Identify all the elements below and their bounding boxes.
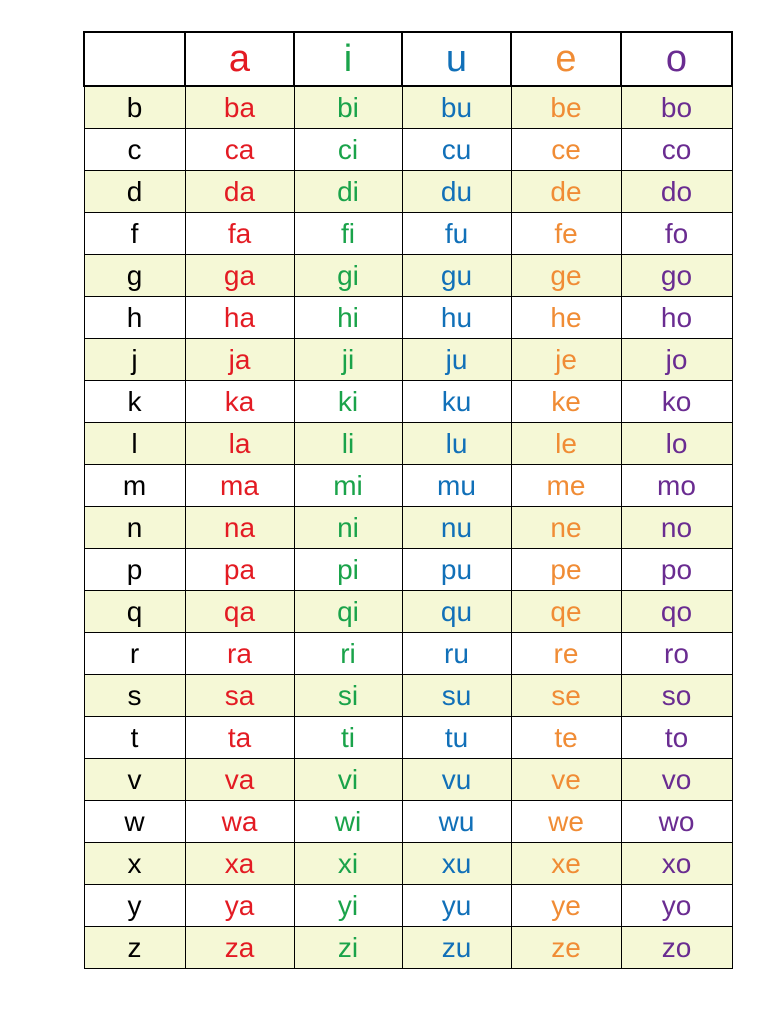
consonant-cell: q bbox=[84, 591, 185, 633]
vowel-header-u: u bbox=[402, 32, 511, 86]
syllable-cell-o: jo bbox=[621, 339, 732, 381]
consonant-cell: p bbox=[84, 549, 185, 591]
syllable-row bbox=[84, 423, 732, 465]
syllable-cell-i: si bbox=[294, 675, 402, 717]
syllable-cell-o: ko bbox=[621, 381, 732, 423]
syllable-cell-a: va bbox=[185, 759, 294, 801]
syllable-cell-o: yo bbox=[621, 885, 732, 927]
table-body bbox=[84, 86, 732, 969]
syllable-cell-a: ha bbox=[185, 297, 294, 339]
syllable-row bbox=[84, 591, 732, 633]
syllable-cell-e: he bbox=[511, 297, 621, 339]
syllable-cell-i: pi bbox=[294, 549, 402, 591]
syllable-cell-i: mi bbox=[294, 465, 402, 507]
syllable-cell-i: ti bbox=[294, 717, 402, 759]
syllable-cell-u: zu bbox=[402, 927, 511, 969]
syllable-row bbox=[84, 339, 732, 381]
syllable-cell-e: me bbox=[511, 465, 621, 507]
syllable-cell-a: ya bbox=[185, 885, 294, 927]
syllable-cell-e: pe bbox=[511, 549, 621, 591]
syllable-row bbox=[84, 675, 732, 717]
syllable-cell-e: we bbox=[511, 801, 621, 843]
syllable-row bbox=[84, 213, 732, 255]
syllable-cell-u: pu bbox=[402, 549, 511, 591]
syllable-cell-i: hi bbox=[294, 297, 402, 339]
syllable-cell-e: be bbox=[511, 86, 621, 129]
syllable-cell-e: ge bbox=[511, 255, 621, 297]
syllable-row bbox=[84, 381, 732, 423]
syllable-cell-o: ho bbox=[621, 297, 732, 339]
syllable-cell-u: wu bbox=[402, 801, 511, 843]
syllable-cell-u: ku bbox=[402, 381, 511, 423]
syllable-cell-a: ja bbox=[185, 339, 294, 381]
consonant-cell: d bbox=[84, 171, 185, 213]
syllable-cell-u: su bbox=[402, 675, 511, 717]
syllable-cell-u: lu bbox=[402, 423, 511, 465]
syllable-row bbox=[84, 507, 732, 549]
syllable-cell-e: ze bbox=[511, 927, 621, 969]
syllable-cell-o: fo bbox=[621, 213, 732, 255]
syllable-cell-u: mu bbox=[402, 465, 511, 507]
syllable-cell-e: ve bbox=[511, 759, 621, 801]
syllable-row bbox=[84, 171, 732, 213]
syllable-cell-o: so bbox=[621, 675, 732, 717]
syllable-cell-o: xo bbox=[621, 843, 732, 885]
syllable-cell-o: do bbox=[621, 171, 732, 213]
consonant-cell: h bbox=[84, 297, 185, 339]
syllable-cell-a: pa bbox=[185, 549, 294, 591]
syllable-cell-a: fa bbox=[185, 213, 294, 255]
syllable-cell-i: gi bbox=[294, 255, 402, 297]
consonant-cell: t bbox=[84, 717, 185, 759]
syllable-cell-i: ci bbox=[294, 129, 402, 171]
syllable-cell-o: co bbox=[621, 129, 732, 171]
syllable-cell-u: cu bbox=[402, 129, 511, 171]
syllable-table bbox=[83, 31, 733, 969]
syllable-cell-a: na bbox=[185, 507, 294, 549]
consonant-cell: m bbox=[84, 465, 185, 507]
syllable-cell-u: xu bbox=[402, 843, 511, 885]
syllable-cell-e: le bbox=[511, 423, 621, 465]
consonant-cell: f bbox=[84, 213, 185, 255]
syllable-row bbox=[84, 801, 732, 843]
vowel-header-i: i bbox=[294, 32, 402, 86]
consonant-cell: l bbox=[84, 423, 185, 465]
corner-cell bbox=[84, 32, 185, 86]
syllable-cell-u: du bbox=[402, 171, 511, 213]
syllable-cell-e: ke bbox=[511, 381, 621, 423]
syllable-row bbox=[84, 465, 732, 507]
syllable-cell-u: ju bbox=[402, 339, 511, 381]
syllable-cell-a: wa bbox=[185, 801, 294, 843]
syllable-row bbox=[84, 759, 732, 801]
syllable-row bbox=[84, 927, 732, 969]
syllable-row bbox=[84, 633, 732, 675]
syllable-cell-a: ba bbox=[185, 86, 294, 129]
syllable-row bbox=[84, 297, 732, 339]
syllable-cell-e: qe bbox=[511, 591, 621, 633]
syllable-cell-i: fi bbox=[294, 213, 402, 255]
consonant-cell: z bbox=[84, 927, 185, 969]
syllable-row bbox=[84, 255, 732, 297]
syllable-cell-u: fu bbox=[402, 213, 511, 255]
syllable-cell-u: ru bbox=[402, 633, 511, 675]
syllable-cell-a: qa bbox=[185, 591, 294, 633]
syllable-cell-e: ce bbox=[511, 129, 621, 171]
syllable-cell-a: ra bbox=[185, 633, 294, 675]
consonant-cell: w bbox=[84, 801, 185, 843]
consonant-cell: c bbox=[84, 129, 185, 171]
syllable-cell-a: ga bbox=[185, 255, 294, 297]
syllable-cell-e: je bbox=[511, 339, 621, 381]
syllable-cell-i: bi bbox=[294, 86, 402, 129]
syllable-cell-o: qo bbox=[621, 591, 732, 633]
syllable-cell-i: ni bbox=[294, 507, 402, 549]
syllable-row bbox=[84, 843, 732, 885]
syllable-cell-i: li bbox=[294, 423, 402, 465]
syllable-cell-a: ka bbox=[185, 381, 294, 423]
syllable-cell-u: yu bbox=[402, 885, 511, 927]
syllable-cell-o: no bbox=[621, 507, 732, 549]
syllable-row bbox=[84, 129, 732, 171]
syllable-cell-i: ri bbox=[294, 633, 402, 675]
syllable-cell-o: po bbox=[621, 549, 732, 591]
syllable-cell-a: xa bbox=[185, 843, 294, 885]
syllable-cell-i: zi bbox=[294, 927, 402, 969]
syllable-cell-a: sa bbox=[185, 675, 294, 717]
syllable-cell-i: wi bbox=[294, 801, 402, 843]
syllable-cell-a: da bbox=[185, 171, 294, 213]
syllable-cell-u: bu bbox=[402, 86, 511, 129]
syllable-cell-u: qu bbox=[402, 591, 511, 633]
vowel-header-a: a bbox=[185, 32, 294, 86]
syllable-cell-o: to bbox=[621, 717, 732, 759]
syllable-cell-o: go bbox=[621, 255, 732, 297]
syllable-cell-a: ta bbox=[185, 717, 294, 759]
syllable-cell-u: tu bbox=[402, 717, 511, 759]
syllable-cell-u: nu bbox=[402, 507, 511, 549]
syllable-cell-o: ro bbox=[621, 633, 732, 675]
syllable-cell-u: vu bbox=[402, 759, 511, 801]
syllable-cell-o: vo bbox=[621, 759, 732, 801]
syllable-row bbox=[84, 549, 732, 591]
syllable-cell-i: qi bbox=[294, 591, 402, 633]
consonant-cell: y bbox=[84, 885, 185, 927]
syllable-cell-u: hu bbox=[402, 297, 511, 339]
consonant-cell: k bbox=[84, 381, 185, 423]
table-header bbox=[84, 32, 732, 86]
syllable-cell-o: lo bbox=[621, 423, 732, 465]
syllable-row bbox=[84, 86, 732, 129]
consonant-cell: b bbox=[84, 86, 185, 129]
syllable-cell-i: di bbox=[294, 171, 402, 213]
syllable-cell-i: ji bbox=[294, 339, 402, 381]
syllable-cell-i: xi bbox=[294, 843, 402, 885]
syllable-cell-a: ma bbox=[185, 465, 294, 507]
syllable-cell-o: bo bbox=[621, 86, 732, 129]
syllable-cell-u: gu bbox=[402, 255, 511, 297]
consonant-cell: n bbox=[84, 507, 185, 549]
syllable-cell-e: ye bbox=[511, 885, 621, 927]
syllable-cell-e: xe bbox=[511, 843, 621, 885]
syllable-cell-a: ca bbox=[185, 129, 294, 171]
syllable-row bbox=[84, 717, 732, 759]
syllable-cell-o: zo bbox=[621, 927, 732, 969]
consonant-cell: x bbox=[84, 843, 185, 885]
syllable-row bbox=[84, 885, 732, 927]
consonant-cell: s bbox=[84, 675, 185, 717]
syllable-cell-a: za bbox=[185, 927, 294, 969]
syllable-cell-o: mo bbox=[621, 465, 732, 507]
syllable-cell-e: re bbox=[511, 633, 621, 675]
syllable-cell-e: de bbox=[511, 171, 621, 213]
syllable-cell-a: la bbox=[185, 423, 294, 465]
syllable-cell-e: te bbox=[511, 717, 621, 759]
syllable-cell-o: wo bbox=[621, 801, 732, 843]
consonant-cell: r bbox=[84, 633, 185, 675]
consonant-cell: j bbox=[84, 339, 185, 381]
syllable-cell-e: se bbox=[511, 675, 621, 717]
vowel-header-o: o bbox=[621, 32, 732, 86]
consonant-cell: g bbox=[84, 255, 185, 297]
syllable-cell-i: vi bbox=[294, 759, 402, 801]
consonant-cell: v bbox=[84, 759, 185, 801]
vowel-header-e: e bbox=[511, 32, 621, 86]
syllable-cell-e: fe bbox=[511, 213, 621, 255]
vowel-header-row bbox=[84, 32, 732, 86]
syllable-cell-e: ne bbox=[511, 507, 621, 549]
syllable-cell-i: yi bbox=[294, 885, 402, 927]
syllable-cell-i: ki bbox=[294, 381, 402, 423]
